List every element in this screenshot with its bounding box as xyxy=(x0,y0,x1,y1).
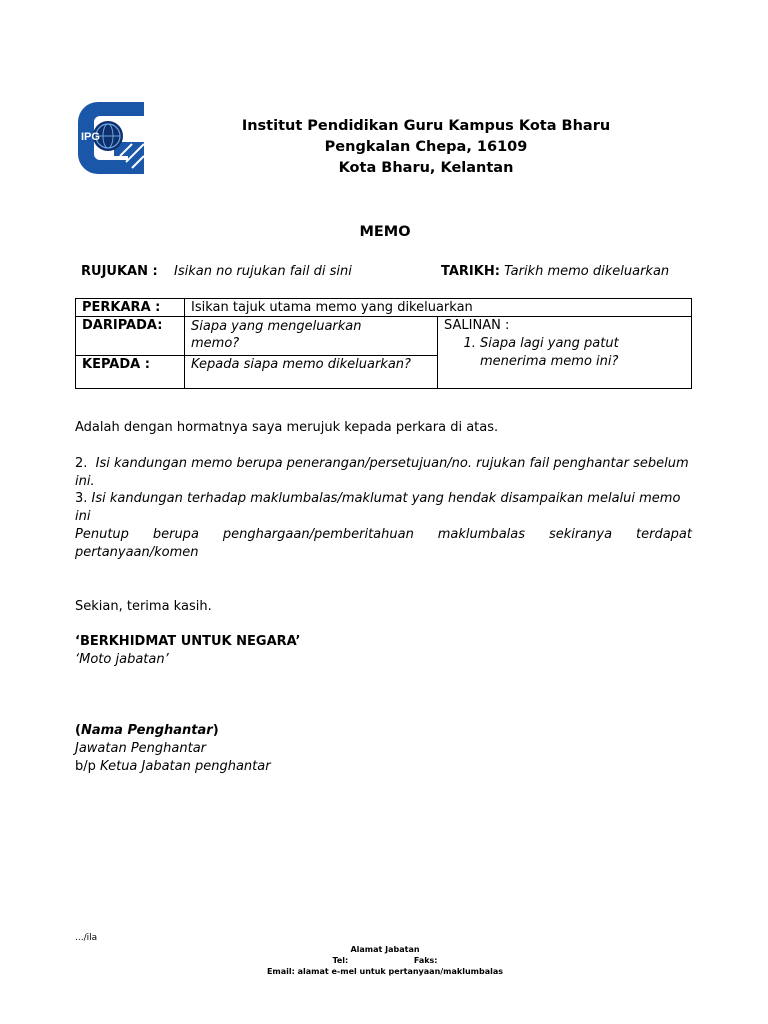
salinan-cell xyxy=(438,317,692,389)
kepada-label: KEPADA : xyxy=(76,356,185,389)
tarikh-value: Tarikh memo dikeluarkan xyxy=(504,264,670,279)
kepada-value: Kepada siapa memo dikeluarkan? xyxy=(185,356,438,389)
salinan-label: SALINAN : xyxy=(444,318,510,333)
perkara-value: Isikan tajuk utama memo yang dikeluarkan xyxy=(185,299,692,317)
on-behalf-line xyxy=(75,758,692,776)
continuation-mark: .../ila xyxy=(75,933,98,943)
sender-name-line: (Nama Penghantar) xyxy=(75,723,219,738)
rujukan-value: Isikan no rujukan fail di sini xyxy=(174,264,352,279)
paragraph-2 xyxy=(75,455,692,491)
motto-sub: ‘Moto jabatan’ xyxy=(75,652,169,667)
sender-position: Jawatan Penghantar xyxy=(75,741,207,756)
institution-address-line1: Pengkalan Chepa, 16109 xyxy=(324,139,528,155)
daripada-row xyxy=(76,317,692,356)
footer-tel: Tel: xyxy=(332,956,349,965)
memo-title: MEMO xyxy=(359,224,411,240)
sender-name: Nama Penghantar xyxy=(80,723,213,738)
paragraph-2-number: 2. xyxy=(75,456,88,471)
footer-contact xyxy=(0,956,768,965)
rujukan-label: RUJUKAN : xyxy=(81,264,158,279)
perkara-label: PERKARA : xyxy=(76,299,185,317)
ipg-logo xyxy=(78,102,144,174)
daripada-value: Siapa yang mengeluarkan memo? xyxy=(185,317,438,356)
memo-details-table xyxy=(75,298,692,389)
on-behalf-text: Ketua Jabatan penghantar xyxy=(100,759,271,774)
paragraph-3-number: 3. xyxy=(75,491,88,506)
footer-email: Email: alamat e-mel untuk pertanyaan/maklumbalas xyxy=(266,967,504,976)
footer-address: Alamat Jabatan xyxy=(350,945,420,954)
closing-paragraph: Penutup berupa penghargaan/pemberitahuan maklumbalas sekiranya terdapat pertanyaan/komen xyxy=(75,527,692,560)
salinan-item: 1. Siapa lagi yang patut menerima memo ini? xyxy=(480,335,685,371)
paragraph-2-text: Isi kandungan memo berupa penerangan/persetujuan/no. rujukan fail penghantar sebelum ini. xyxy=(75,456,689,489)
perkara-row xyxy=(76,299,692,317)
footer-faks: Faks: xyxy=(413,956,438,965)
motto: ‘BERKHIDMAT UNTUK NEGARA’ xyxy=(75,634,301,649)
opening-paragraph: Adalah dengan hormatnya saya merujuk kepada perkara di atas. xyxy=(75,420,499,435)
ipg-logo-text: IPG xyxy=(81,131,100,143)
salinan-list xyxy=(444,335,685,371)
on-behalf-prefix: b/p xyxy=(75,759,96,774)
tarikh-label: TARIKH: xyxy=(441,264,500,279)
thanks-line: Sekian, terima kasih. xyxy=(75,599,212,614)
paragraph-3-text: Isi kandungan terhadap maklumbalas/maklumat yang hendak disampaikan melalui memo ini xyxy=(75,491,681,524)
tarikh-row xyxy=(441,264,669,279)
paragraph-3 xyxy=(75,490,692,526)
institution-name: Institut Pendidikan Guru Kampus Kota Bharu xyxy=(241,118,611,134)
daripada-label: DARIPADA: xyxy=(76,317,185,356)
institution-address-line2: Kota Bharu, Kelantan xyxy=(338,160,514,176)
